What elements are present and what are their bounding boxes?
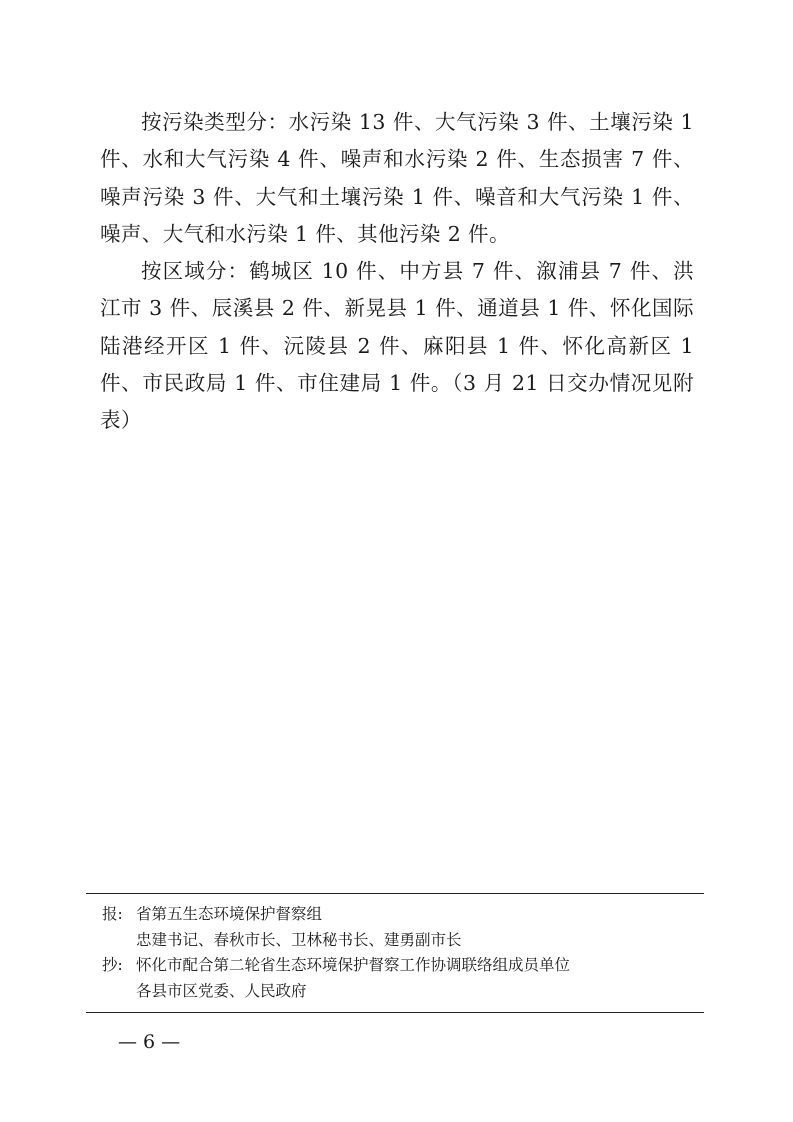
paragraph-pollution-type: 按污染类型分：水污染 13 件、大气污染 3 件、土壤污染 1 件、水和大气污染 4 件、噪声和水污染 2 件、生态损害 7 件、噪声污染 3 件、大气和土壤污染 1 件、噪音和大气污染 1 件、噪声、大气和水污染 1 件、其他污染 2 件。 [100, 110, 694, 246]
copy-label: 抄: [102, 956, 123, 974]
report-to-recipients: 省第五生态环境保护督察组 [136, 905, 323, 923]
paragraph-region: 按区域分：鹤城区 10 件、中方县 7 件、溆浦县 7 件、洪江市 3 件、辰溪县 2 件、新晃县 1 件、通道县 1 件、怀化国际陆港经开区 1 件、沅陵县 2 件、麻阳县 1 件、怀化高新区 1 件、市民政局 1 件、市住建局 1 件。（3 月 21 日交办情况见附表） [100, 259, 694, 433]
report-to-recipients-2: 忠建书记、春秋市长、卫林秘书长、建勇副市长 [136, 930, 462, 949]
copy-to-recipients-2: 各县市区党委、人民政府 [136, 981, 307, 1000]
page-number: — 6 — [118, 1031, 181, 1053]
distribution-block [86, 893, 704, 1013]
document-body [100, 104, 694, 440]
report-to-line [86, 902, 704, 928]
copy-to-line [86, 953, 704, 979]
copy-to-recipients: 怀化市配合第二轮省生态环境保护督察工作协调联络组成员单位 [136, 956, 571, 974]
report-label: 报: [102, 905, 123, 923]
